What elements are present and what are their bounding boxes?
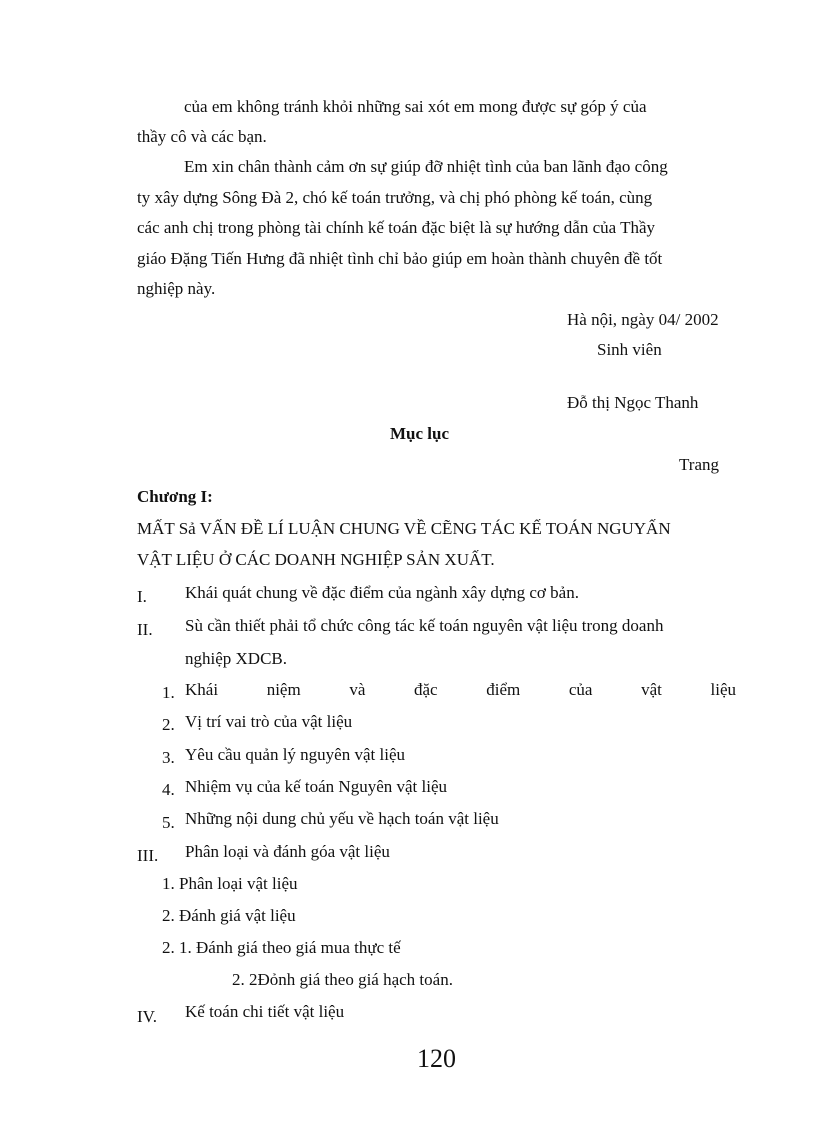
paragraph2-line4: giáo Đặng Tiến Hưng đã nhiệt tình chỉ bảo giúp em hoàn thành chuyên đề tốt <box>137 249 663 268</box>
toc-subentry: 2. Đánh giá vật liệu <box>162 906 296 925</box>
toc-entry-text: Những nội dung chủ yếu về hạch toán vật liệu <box>185 809 499 828</box>
toc-entry-text: Phân loại và đánh góa vật liệu <box>185 842 390 861</box>
toc-entry-number: IV. <box>137 1007 157 1026</box>
toc-entry-number: 1. <box>162 683 175 702</box>
toc-word: và <box>349 680 366 699</box>
toc-word: của <box>568 680 593 699</box>
toc-word: vật <box>641 680 662 699</box>
paragraph2-line1: Em xin chân thành cảm ơn sự giúp đỡ nhiệt tình của ban lãnh đạo công <box>184 157 668 176</box>
toc-entry-number: 2. <box>162 715 175 734</box>
signature-role: Sinh viên <box>597 340 662 359</box>
toc-word: đặc <box>414 680 438 699</box>
page-number: 120 <box>417 1044 456 1073</box>
toc-title: Mục lục <box>390 424 450 443</box>
toc-entry-text-continued: nghiệp XDCB. <box>185 649 287 668</box>
toc-subentry: 2. 2Đỏnh giá theo giá hạch toán. <box>232 970 453 989</box>
toc-entry-number: 4. <box>162 780 175 799</box>
toc-entry-number: I. <box>137 587 147 606</box>
chapter-title-line1: MẤT Sả VẤN ĐỀ LÍ LUẬN CHUNG VỀ CẼNG TÁC KẾ TOÁN NGUYẤN <box>137 519 671 538</box>
toc-entry-text: Vị trí vai trò của vật liệu <box>185 712 353 731</box>
paragraph2-line2: ty xây dựng Sông Đà 2, chó kế toán trưởng, và chị phó phòng kế toán, cùng <box>137 188 653 207</box>
toc-entry-text: Khái quát chung về đặc điểm của ngành xây dựng cơ bản. <box>185 583 579 602</box>
chapter-title-line2: VẬT LIỆU Ở CÁC DOANH NGHIỆP SẢN XUẤT. <box>137 550 495 569</box>
chapter-label: Chương I: <box>137 487 213 506</box>
toc-entry-text: Sù cần thiết phải tổ chức công tác kế toán nguyên vật liệu trong doanh <box>185 616 664 635</box>
signature-place-date: Hà nội, ngày 04/ 2002 <box>567 310 719 329</box>
toc-word: Khái <box>185 680 219 699</box>
toc-entry-text: Yêu cầu quản lý nguyên vật liệu <box>185 745 405 764</box>
toc-word: liệu <box>710 680 737 699</box>
toc-subentry: 1. Phân loại vật liệu <box>162 874 298 893</box>
toc-entry-number: II. <box>137 620 153 639</box>
paragraph1-line2: thầy cô và các bạn. <box>137 127 267 146</box>
toc-subentry: 2. 1. Đánh giá theo giá mua thực tế <box>162 938 401 957</box>
toc-word: điểm <box>486 680 521 699</box>
toc-entry-number: III. <box>137 846 159 865</box>
toc-entry-number: 5. <box>162 813 175 832</box>
paragraph2-line5: nghiệp này. <box>137 279 216 298</box>
toc-entry-number: 3. <box>162 748 175 767</box>
toc-entry-text: Nhiệm vụ của kế toán Nguyên vật liệu <box>185 777 448 796</box>
paragraph1-line1: của em không tránh khỏi những sai xót em mong được sự góp ý của <box>184 97 647 116</box>
signature-name: Đỗ thị Ngọc Thanh <box>567 393 699 412</box>
toc-word: niệm <box>266 680 301 699</box>
paragraph2-line3: các anh chị trong phòng tài chính kế toán đặc biệt là sự hướng dẫn của Thầy <box>137 218 656 237</box>
toc-entry-text: Kế toán chi tiết vật liệu <box>185 1002 345 1021</box>
toc-page-header: Trang <box>679 455 719 474</box>
toc-entry-text-justified <box>185 680 736 700</box>
